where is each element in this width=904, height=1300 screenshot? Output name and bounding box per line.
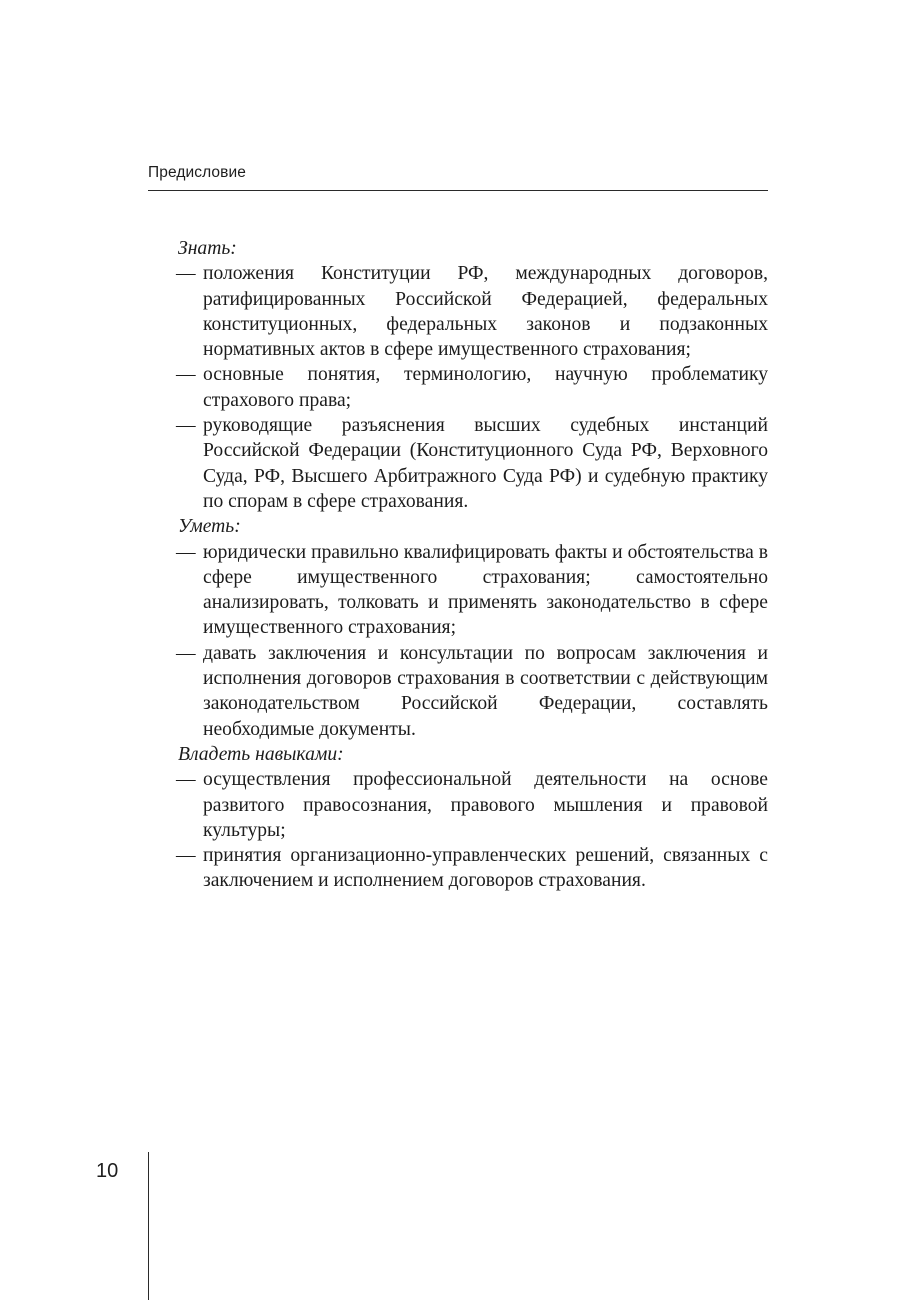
header-rule bbox=[148, 190, 768, 191]
list-item-text: руководящие разъяснения высших судебных инстанций Российской Федерации (Конституционного Суда РФ, Верховного Суда, РФ, Высшего Арбитражного Суда РФ) и судебную практику по спорам в сфере страхования. bbox=[203, 415, 768, 512]
dash-bullet: — bbox=[176, 541, 196, 563]
dash-bullet: — bbox=[176, 263, 196, 285]
list-item bbox=[176, 362, 768, 413]
section-heading-can: Уметь: bbox=[178, 516, 241, 538]
list-item-text: осуществления профессиональной деятельности на основе развитого правосознания, правового мышления и правовой культуры; bbox=[203, 769, 768, 841]
list-item bbox=[176, 767, 768, 843]
dash-bullet: — bbox=[176, 845, 196, 867]
list-item-text: принятия организационно-управленческих решений, связанных с заключением и исполнением договоров страхования. bbox=[203, 845, 768, 892]
section-heading-know: Знать: bbox=[178, 238, 237, 259]
list-item-text: положения Конституции РФ, международных договоров, ратифицированных Российской Федерацией, федеральных конституционных, федеральных законов и подзаконных нормативных актов в сфере имущественного страхования; bbox=[203, 263, 768, 361]
list-item bbox=[176, 261, 768, 362]
dash-bullet: — bbox=[176, 415, 196, 437]
list-item bbox=[176, 413, 768, 514]
list-item bbox=[176, 843, 768, 894]
list-item bbox=[176, 540, 768, 641]
list-item-text: юридически правильно квалифицировать факты и обстоятельства в сфере имущественного страхования; самостоятельно анализировать, толковать и применять законодательство в сфере имущественного страхования; bbox=[203, 541, 768, 639]
list-item bbox=[176, 641, 768, 742]
footer-vertical-rule bbox=[148, 1152, 149, 1300]
competencies-list bbox=[176, 236, 768, 894]
page-number: 10 bbox=[96, 1160, 119, 1182]
list-item-text: основные понятия, терминологию, научную проблематику страхового права; bbox=[203, 364, 768, 411]
list-item-text: давать заключения и консультации по вопросам заключения и исполнения договоров страхования в соответствии с действующим законодательством Российской Федерации, составлять необходимые документы. bbox=[203, 642, 768, 740]
running-head-title: Предисловие bbox=[148, 164, 246, 181]
section-heading-skills: Владеть навыками: bbox=[178, 743, 344, 765]
dash-bullet: — bbox=[176, 364, 196, 386]
dash-bullet: — bbox=[176, 769, 196, 791]
dash-bullet: — bbox=[176, 642, 196, 664]
